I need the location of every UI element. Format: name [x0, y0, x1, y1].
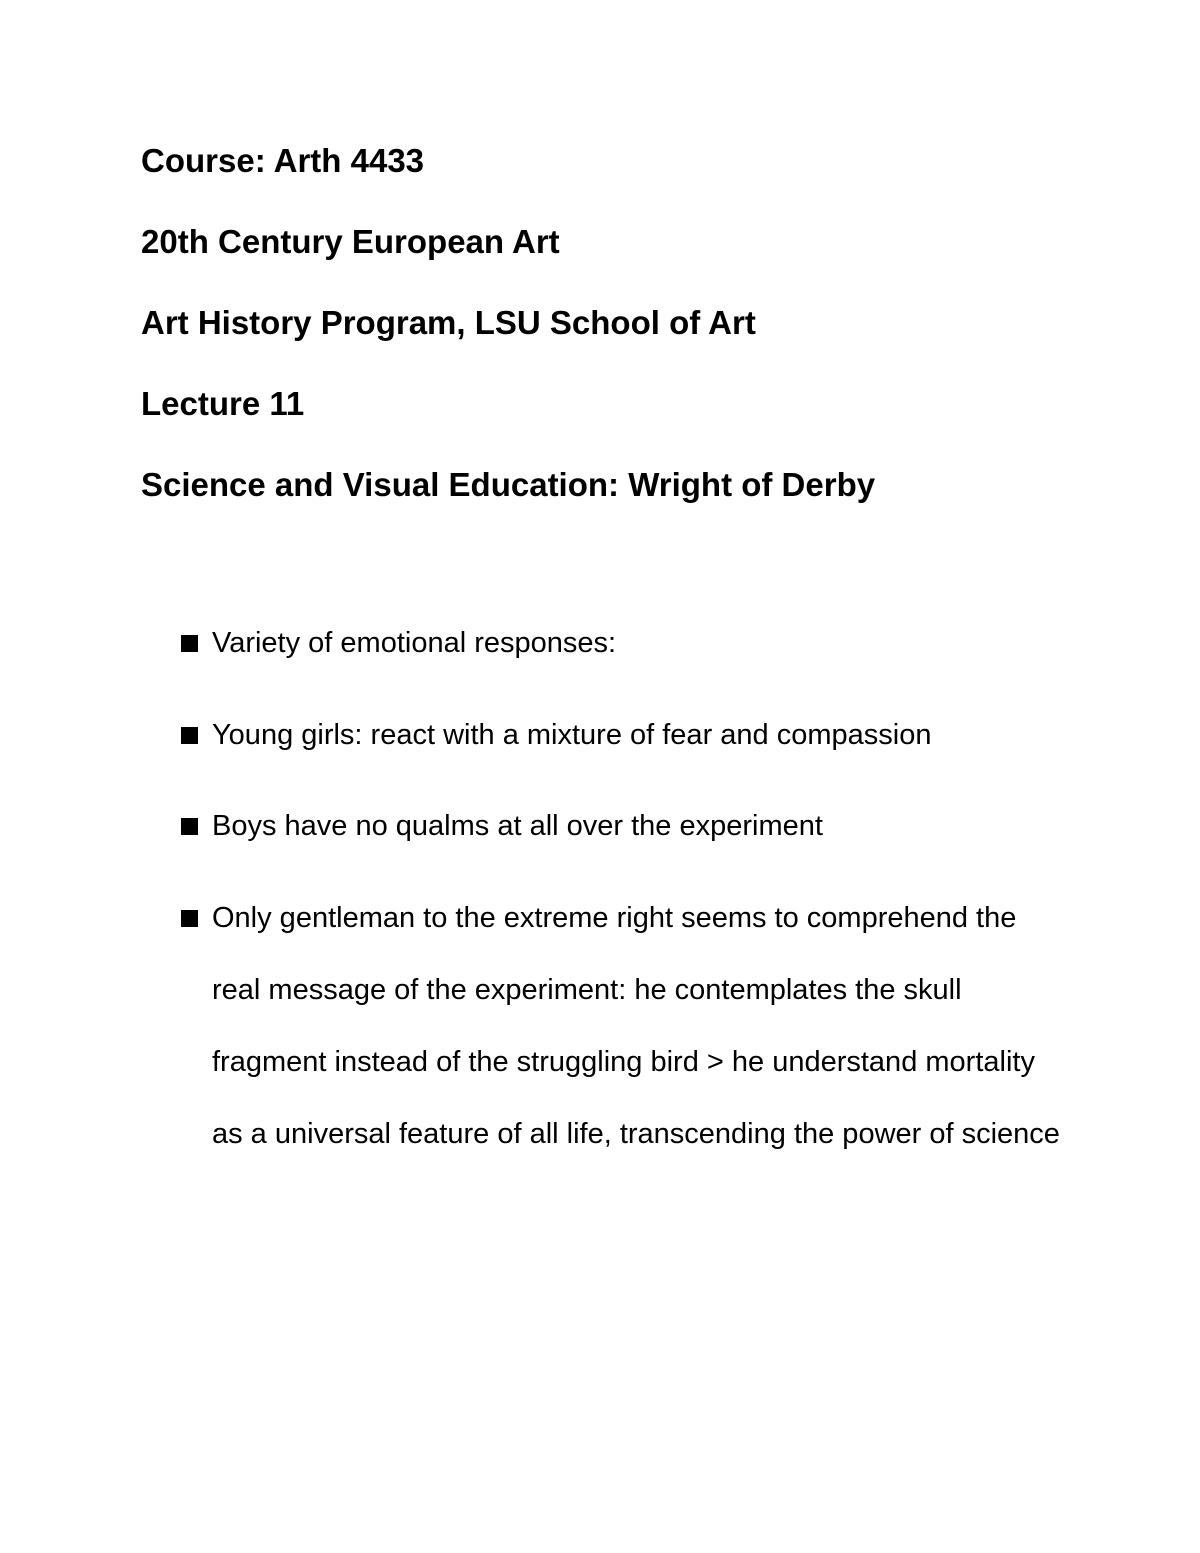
course-title: 20th Century European Art	[141, 223, 560, 260]
square-bullet-icon	[181, 818, 198, 835]
square-bullet-icon	[181, 635, 198, 652]
lecture-number: Lecture 11	[141, 385, 305, 422]
bullet-text: Variety of emotional responses:	[212, 627, 617, 659]
program-name: Art History Program, LSU School of Art	[141, 304, 756, 341]
square-bullet-icon	[181, 910, 198, 927]
bullet-text: Only gentleman to the extreme right seems to comprehend the real message of the experiment: he contemplates the skull fragment instead of the struggling bird > he understand mortality as a universal feature of all life, transcending the power of science	[212, 902, 1060, 1150]
square-bullet-icon	[181, 727, 198, 744]
course-code: Course: Arth 4433	[141, 142, 425, 179]
lecture-topic: Science and Visual Education: Wright of Derby	[141, 466, 876, 503]
bullet-text: Young girls: react with a mixture of fear and compassion	[212, 719, 932, 751]
bullet-text: Boys have no qualms at all over the experiment	[212, 810, 823, 842]
